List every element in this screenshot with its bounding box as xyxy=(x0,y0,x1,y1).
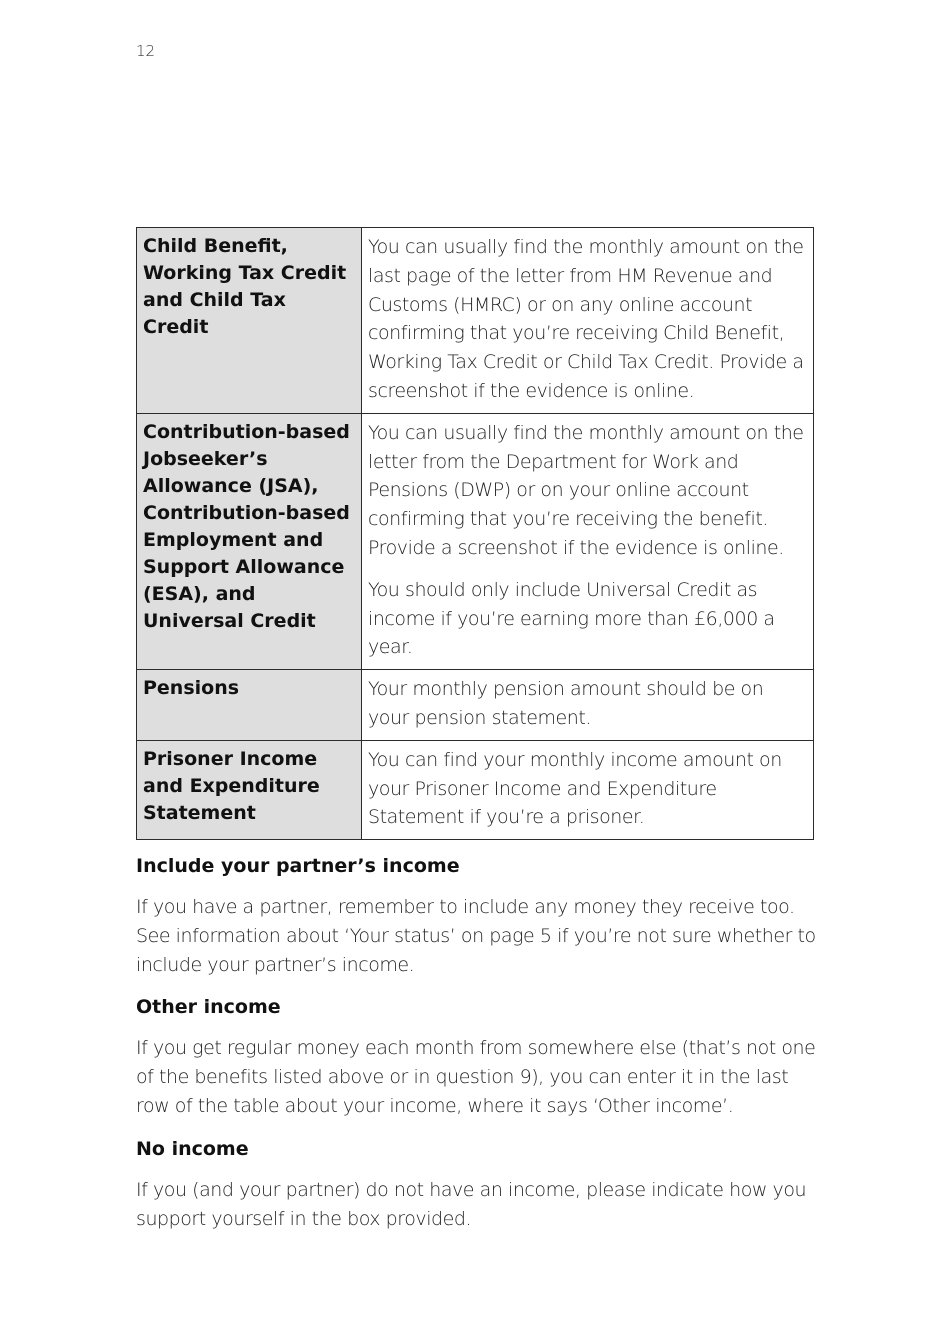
section-body: If you (and your partner) do not have an income, please indicate how you support yourself in the box provided. xyxy=(136,1179,807,1230)
row-description xyxy=(362,740,814,839)
section-body: If you have a partner, remember to include any money they receive too. See information about ‘Your status’ on page 5 if you’re not sure whether to include your partner’s income. xyxy=(136,896,816,976)
row-label: Prisoner Income and Expenditure Statement xyxy=(137,740,362,839)
row-paragraph: You should only include Universal Credit as income if you’re earning more than £6,000 a year. xyxy=(368,578,775,659)
section-heading: Other income xyxy=(136,996,281,1018)
row-label: Contribution-based Jobseeker’s Allowance (JSA), Contribution-based Employment and Support Allowance (ESA), and Universal Credit xyxy=(137,413,362,669)
table-row xyxy=(137,228,814,414)
row-description xyxy=(362,670,814,741)
row-paragraph: Your monthly pension amount should be on your pension statement. xyxy=(368,678,764,729)
page-number: 12 xyxy=(136,42,156,60)
table-row xyxy=(137,740,814,839)
evidence-table xyxy=(136,227,814,840)
row-label: Child Benefit, Working Tax Credit and Child Tax Credit xyxy=(137,228,362,414)
table-row xyxy=(137,670,814,741)
row-description xyxy=(362,228,814,414)
partner-income-section xyxy=(136,853,826,980)
row-label: Pensions xyxy=(137,670,362,741)
table-row xyxy=(137,413,814,669)
section-body: If you get regular money each month from somewhere else (that’s not one of the benefits listed above or in question 9), you can enter it in the last row of the table about your income, where it says ‘Other income’. xyxy=(136,1037,816,1117)
section-heading: No income xyxy=(136,1138,249,1160)
row-paragraph: You can find your monthly income amount on your Prisoner Income and Expenditure Statement if you’re a prisoner. xyxy=(368,748,782,829)
row-description xyxy=(362,413,814,669)
no-income-section xyxy=(136,1136,826,1234)
other-income-section xyxy=(136,994,826,1121)
section-heading: Include your partner’s income xyxy=(136,855,460,877)
row-paragraph: You can usually find the monthly amount on the letter from the Department for Work and Pensions (DWP) or on your online account confirming that you’re receiving the benefit. Provide a screenshot if the evidence is online. xyxy=(368,421,804,559)
row-paragraph: You can usually find the monthly amount on the last page of the letter from HM Revenue and Customs (HMRC) or on any online account confirming that you’re receiving Child Benefit, Working Tax Credit or Child Tax Credit. Provide a screenshot if the evidence is online. xyxy=(368,236,804,402)
